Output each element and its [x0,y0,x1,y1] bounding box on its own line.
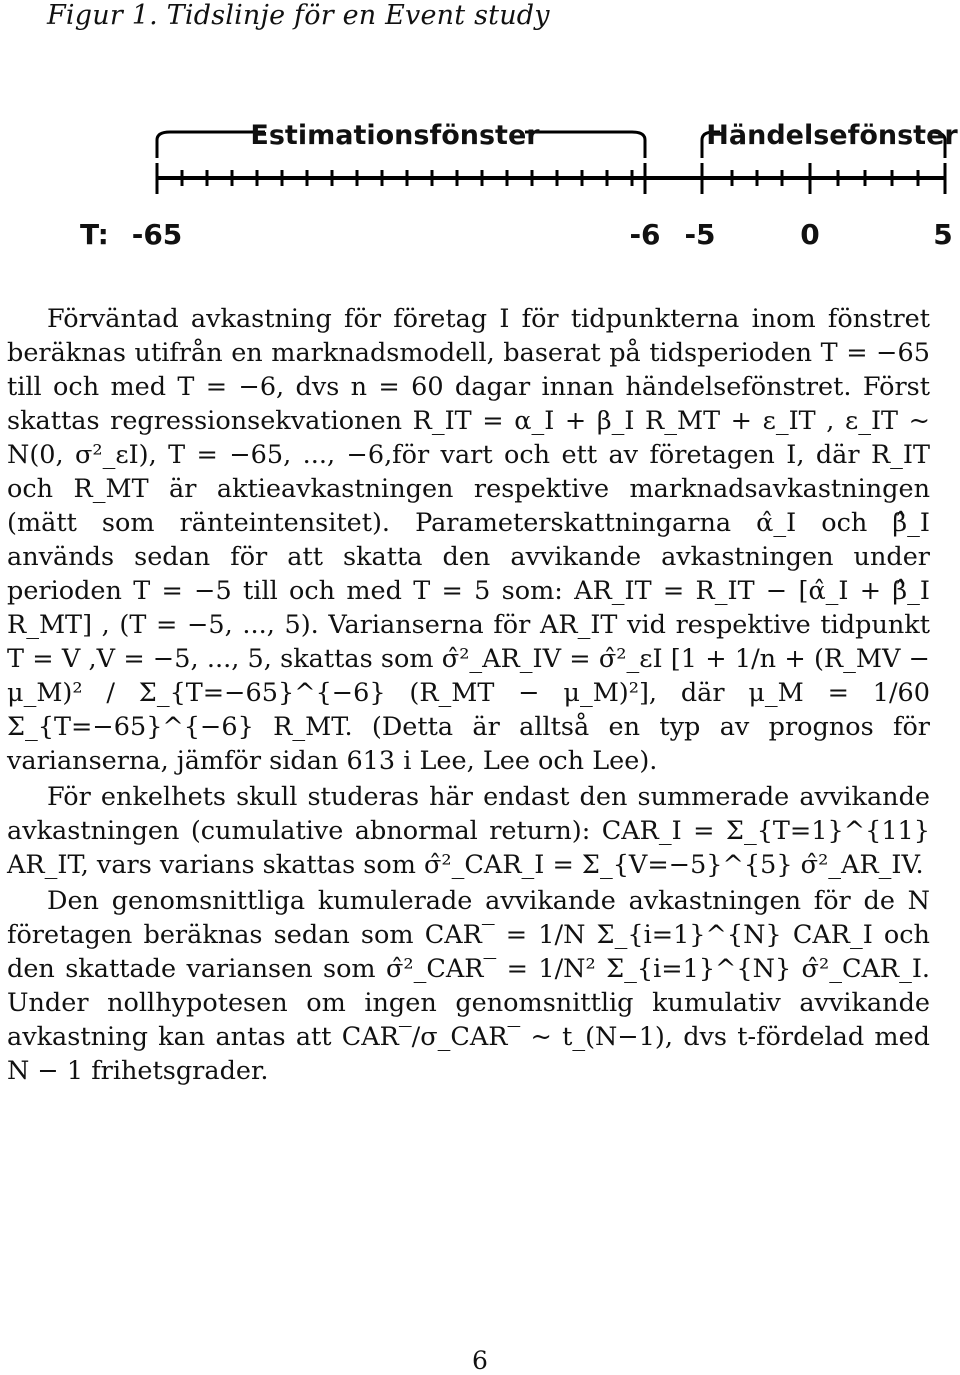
axis-prefix: T: [80,218,109,251]
paragraph-average-car: Den genomsnittliga kumulerade avvikande avkastningen för de N företagen beräknas sedan som CAR‾ = 1/N Σ_{i=1}^{N} CAR_I och den skattade variansen som σ̂²_CAR‾ = 1/N² Σ_{i=1}^{N} σ̂²_CAR_I. Under nollhypotesen om ingen genomsnittlig kumulativ avvikande avkastning kan antas att CAR‾/σ_CAR‾ ~ t_(N−1), dvs t-fördelad med N − 1 frihetsgrader. [7,886,930,1086]
tick-label: -5 [684,218,716,251]
tick-label: 5 [933,218,953,251]
tick-label: 0 [800,218,820,251]
paragraph-method: Förväntad avkastning för företag I för tidpunkterna inom fönstret beräknas utifrån en marknadsmodell, baserat på tidsperioden T = −65 till och med T = −6, dvs n = 60 dagar innan händelsefönstret. Först skattas regressionsekvationen R_IT = α_I + β_I R_MT + ε_IT , ε_IT ~ N(0, σ²_εI), T = −65, ..., −6,för vart och ett av företagen I, där R_IT och R_MT är aktieavkastningen respektive marknadsavkastningen (mätt som ränteintensitet). Parameterskattningarna α̂_I och β̂_I används sedan för att skatta den avvikande avkastningen under perioden T = −5 till och med T = 5 som: AR_IT = R_IT − [α̂_I + β̂_I R_MT] , (T = −5, ..., 5). Varianserna för AR_IT vid respektive tidpunkt T = V ,V = −5, ..., 5, skattas som σ̂²_AR_IV = σ̂²_εI [1 + 1/n + (R_MV − μ_M)² / Σ_{T=−65}^{−6} (R_MT − μ_M)²], där μ_M = 1/60 Σ_{T=−65}^{−6} R_MT. (Detta är alltså en typ av prognos för varianserna, jämför sidan 613 i Lee, Lee och Lee). [7,304,930,776]
event-window-label: Händelsefönster [706,120,958,151]
figure-caption: Figur 1. Tidslinje för en Event study [47,0,550,31]
body-text [7,302,930,1088]
event-study-timeline [0,110,960,260]
tick-label: -65 [131,218,183,251]
tick-label: -6 [629,218,661,251]
paragraph-car: För enkelhets skull studeras här endast den summerade avvikande avkastningen (cumulative abnormal return): CAR_I = Σ_{T=1}^{11} AR_IT, vars varians skattas som σ̂²_CAR_I = Σ_{V=−5}^{5} σ̂²_AR_IV. [7,782,930,880]
page-number: 6 [472,1346,488,1375]
estimation-window-label: Estimationsfönster [250,120,540,151]
